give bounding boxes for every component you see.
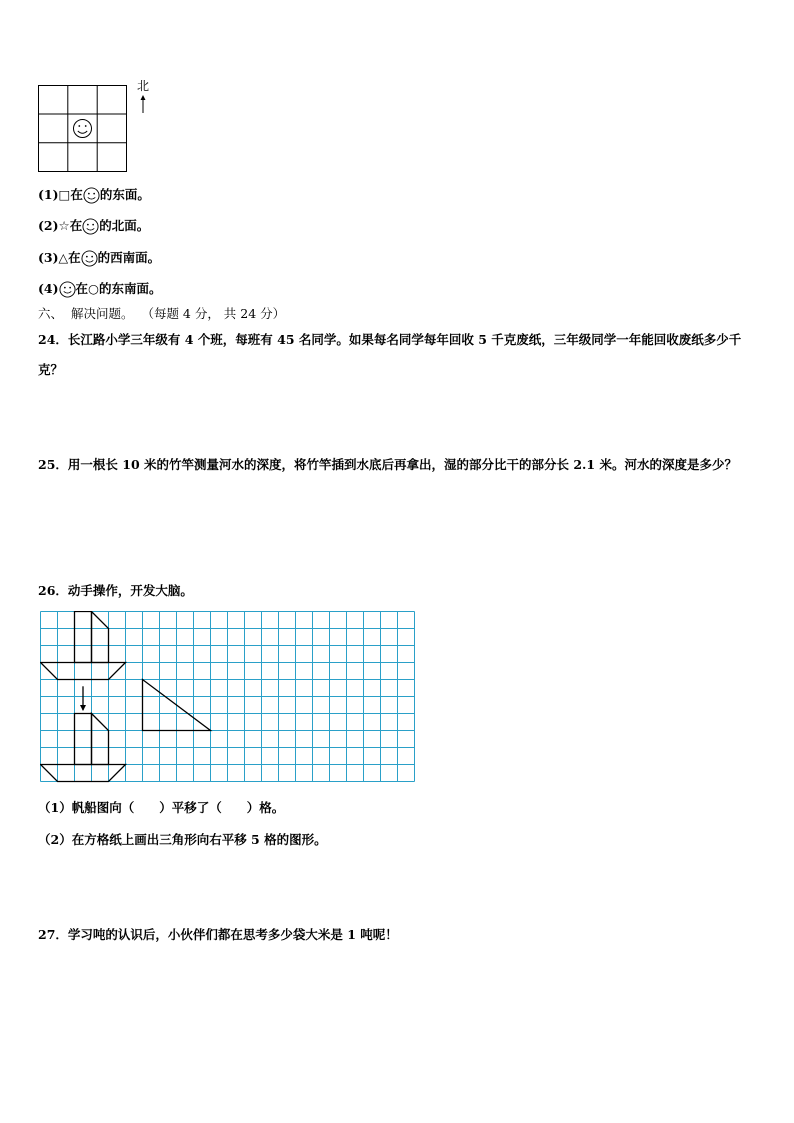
question-number: 25． <box>38 457 68 472</box>
question-tail: 的西南面。 <box>97 250 161 265</box>
upper-boat-sail <box>92 612 109 663</box>
question-tail: 的北面。 <box>99 218 150 233</box>
question-text: 长江路小学三年级有 4 个班，每班有 45 名同学。如果每名同学每年回收 5 千克废纸，三年级同学一年能回收废纸多少千克？ <box>38 332 742 377</box>
question-tail: 的东面。 <box>99 187 150 202</box>
section-number: 六、 <box>38 306 64 321</box>
lower-boat-mast <box>75 714 92 765</box>
lower-boat-sail <box>92 714 109 765</box>
question-text: 动手操作，开发大脑。 <box>67 583 193 598</box>
question-number: (1) <box>38 187 59 202</box>
question-number: 24． <box>38 332 68 347</box>
section-score-note: （每题 4 分， 共 24 分） <box>141 306 286 321</box>
direction-grid <box>38 85 128 173</box>
question-27 <box>38 927 398 943</box>
question-connector: 在 <box>69 218 83 233</box>
question-text: 用一根长 10 米的竹竿测量河水的深度，将竹竿插到水底后再拿出，湿的部分比干的部分长 2.1 米。河水的深度是多少？ <box>67 457 737 472</box>
section-title: 解决问题。 <box>70 306 134 321</box>
north-label: 北 <box>137 79 150 93</box>
question-number: (4) <box>38 281 59 296</box>
question-number: (2) <box>38 218 59 233</box>
question-text: 学习吨的认识后，小伙伴们都在思考多少袋大米是 1 吨呢！ <box>67 927 398 942</box>
smiley-icon <box>82 218 99 235</box>
smiley-icon <box>83 187 100 204</box>
smiley-icon <box>81 250 98 267</box>
direction-question-2 <box>38 218 149 235</box>
direction-question-4 <box>38 281 161 298</box>
north-arrow-icon <box>137 94 149 114</box>
question-26 <box>38 576 760 606</box>
north-indicator <box>137 80 149 114</box>
question-25 <box>38 450 760 480</box>
question-number: (3) <box>38 250 59 265</box>
star-symbol: ☆ <box>58 218 70 233</box>
circle-symbol: ○ <box>88 281 99 296</box>
question-26-part-1: （1）帆船图向（ ）平移了（ ）格。 <box>38 800 285 815</box>
smiley-icon <box>74 120 92 138</box>
question-number: 27． <box>38 927 68 942</box>
smiley-icon <box>59 281 76 298</box>
square-symbol: □ <box>58 187 71 202</box>
triangle-symbol: △ <box>58 250 69 265</box>
grid-lines <box>41 612 415 782</box>
question-number: 26． <box>38 583 68 598</box>
question-connector: 在 <box>75 281 89 296</box>
direction-question-3 <box>38 250 160 267</box>
direction-question-1 <box>38 187 150 204</box>
question-connector: 在 <box>68 250 81 265</box>
section-heading <box>38 306 285 322</box>
translation-grid <box>40 611 416 783</box>
upper-boat-hull <box>41 663 126 680</box>
down-arrow-icon <box>80 705 86 711</box>
upper-boat-mast <box>75 612 92 663</box>
question-connector: 在 <box>70 187 83 202</box>
question-26-part-2: （2）在方格纸上画出三角形向右平移 5 格的图形。 <box>38 832 327 847</box>
question-tail: 的东南面。 <box>98 281 162 296</box>
question-24 <box>38 325 760 385</box>
lower-boat-hull <box>41 765 126 782</box>
